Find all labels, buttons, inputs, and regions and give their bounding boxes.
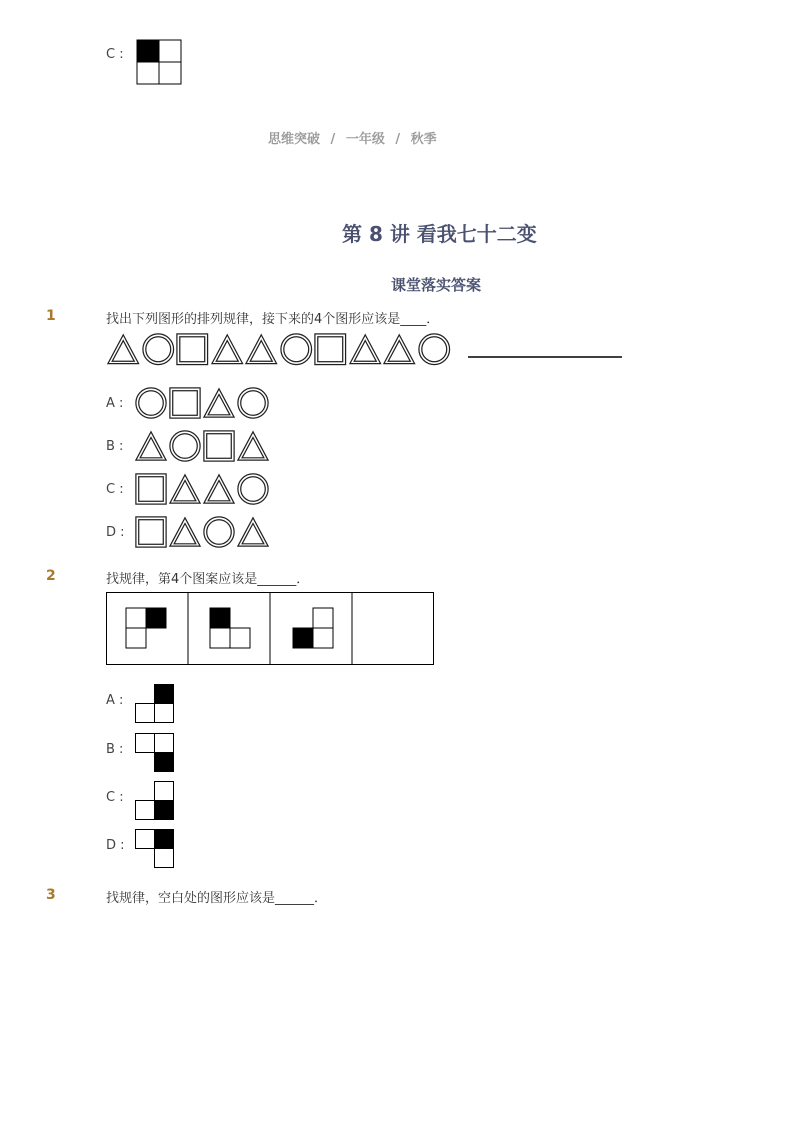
question-text: 找规律，第4个图案应该是______． [106,572,310,587]
option-shapes-b [134,429,270,467]
square-icon [134,515,168,549]
circle-icon [134,386,168,420]
page-title: 第 8 讲 看我七十二变 [342,222,537,246]
circle-icon [279,332,314,367]
triangle-icon [202,472,236,506]
triangle-icon [134,429,168,463]
triangle-icon [168,515,202,549]
question-text: 找出下列图形的排列规律，接下来的4个图形应该是____． [106,312,440,327]
question-number: 2 [46,568,56,584]
breadcrumb-part: 思维突破 [268,132,321,147]
option-label-c: C : [106,790,124,805]
triangle-icon [210,332,245,367]
breadcrumb-separator: / [395,132,401,147]
option-label-a: A : [106,693,124,708]
option-label-b: B : [106,742,124,757]
l-figure-a [134,683,176,725]
question-number: 1 [46,308,56,324]
triangle-icon [168,472,202,506]
triangle-icon [236,515,270,549]
option-shapes-c [134,472,270,510]
triangle-icon [106,332,141,367]
circle-icon [141,332,176,367]
question-number: 3 [46,887,56,903]
circle-icon [168,429,202,463]
option-shapes-a [134,386,270,424]
page-subtitle: 课堂落实答案 [391,276,482,294]
square-icon [168,386,202,420]
option-label-b: B : [106,439,124,454]
circle-icon [236,472,270,506]
option-label-d: D : [106,525,125,540]
l-grid-figure [136,39,182,85]
breadcrumb-separator: / [330,132,336,147]
square-icon [202,429,236,463]
option-label-d: D : [106,838,125,853]
question-text: 找规律，空白处的图形应该是______． [106,891,328,906]
circle-icon [417,332,452,367]
answer-blank-line [468,355,624,359]
circle-icon [202,515,236,549]
option-shapes-d [134,515,270,553]
option-label: C : [106,47,124,62]
l-figure-d [134,828,176,870]
l-figure-c [134,780,176,822]
pattern-table [106,592,436,666]
circle-icon [236,386,270,420]
breadcrumb-part: 一年级 [345,132,385,147]
shape-sequence [106,332,451,371]
triangle-icon [202,386,236,420]
square-icon [313,332,348,367]
square-icon [134,472,168,506]
triangle-icon [348,332,383,367]
triangle-icon [382,332,417,367]
option-label-a: A : [106,396,124,411]
breadcrumb-part: 秋季 [410,132,437,147]
option-label-c: C : [106,482,124,497]
l-figure-b [134,732,176,774]
square-icon [175,332,210,367]
breadcrumb [268,128,437,147]
triangle-icon [236,429,270,463]
triangle-icon [244,332,279,367]
